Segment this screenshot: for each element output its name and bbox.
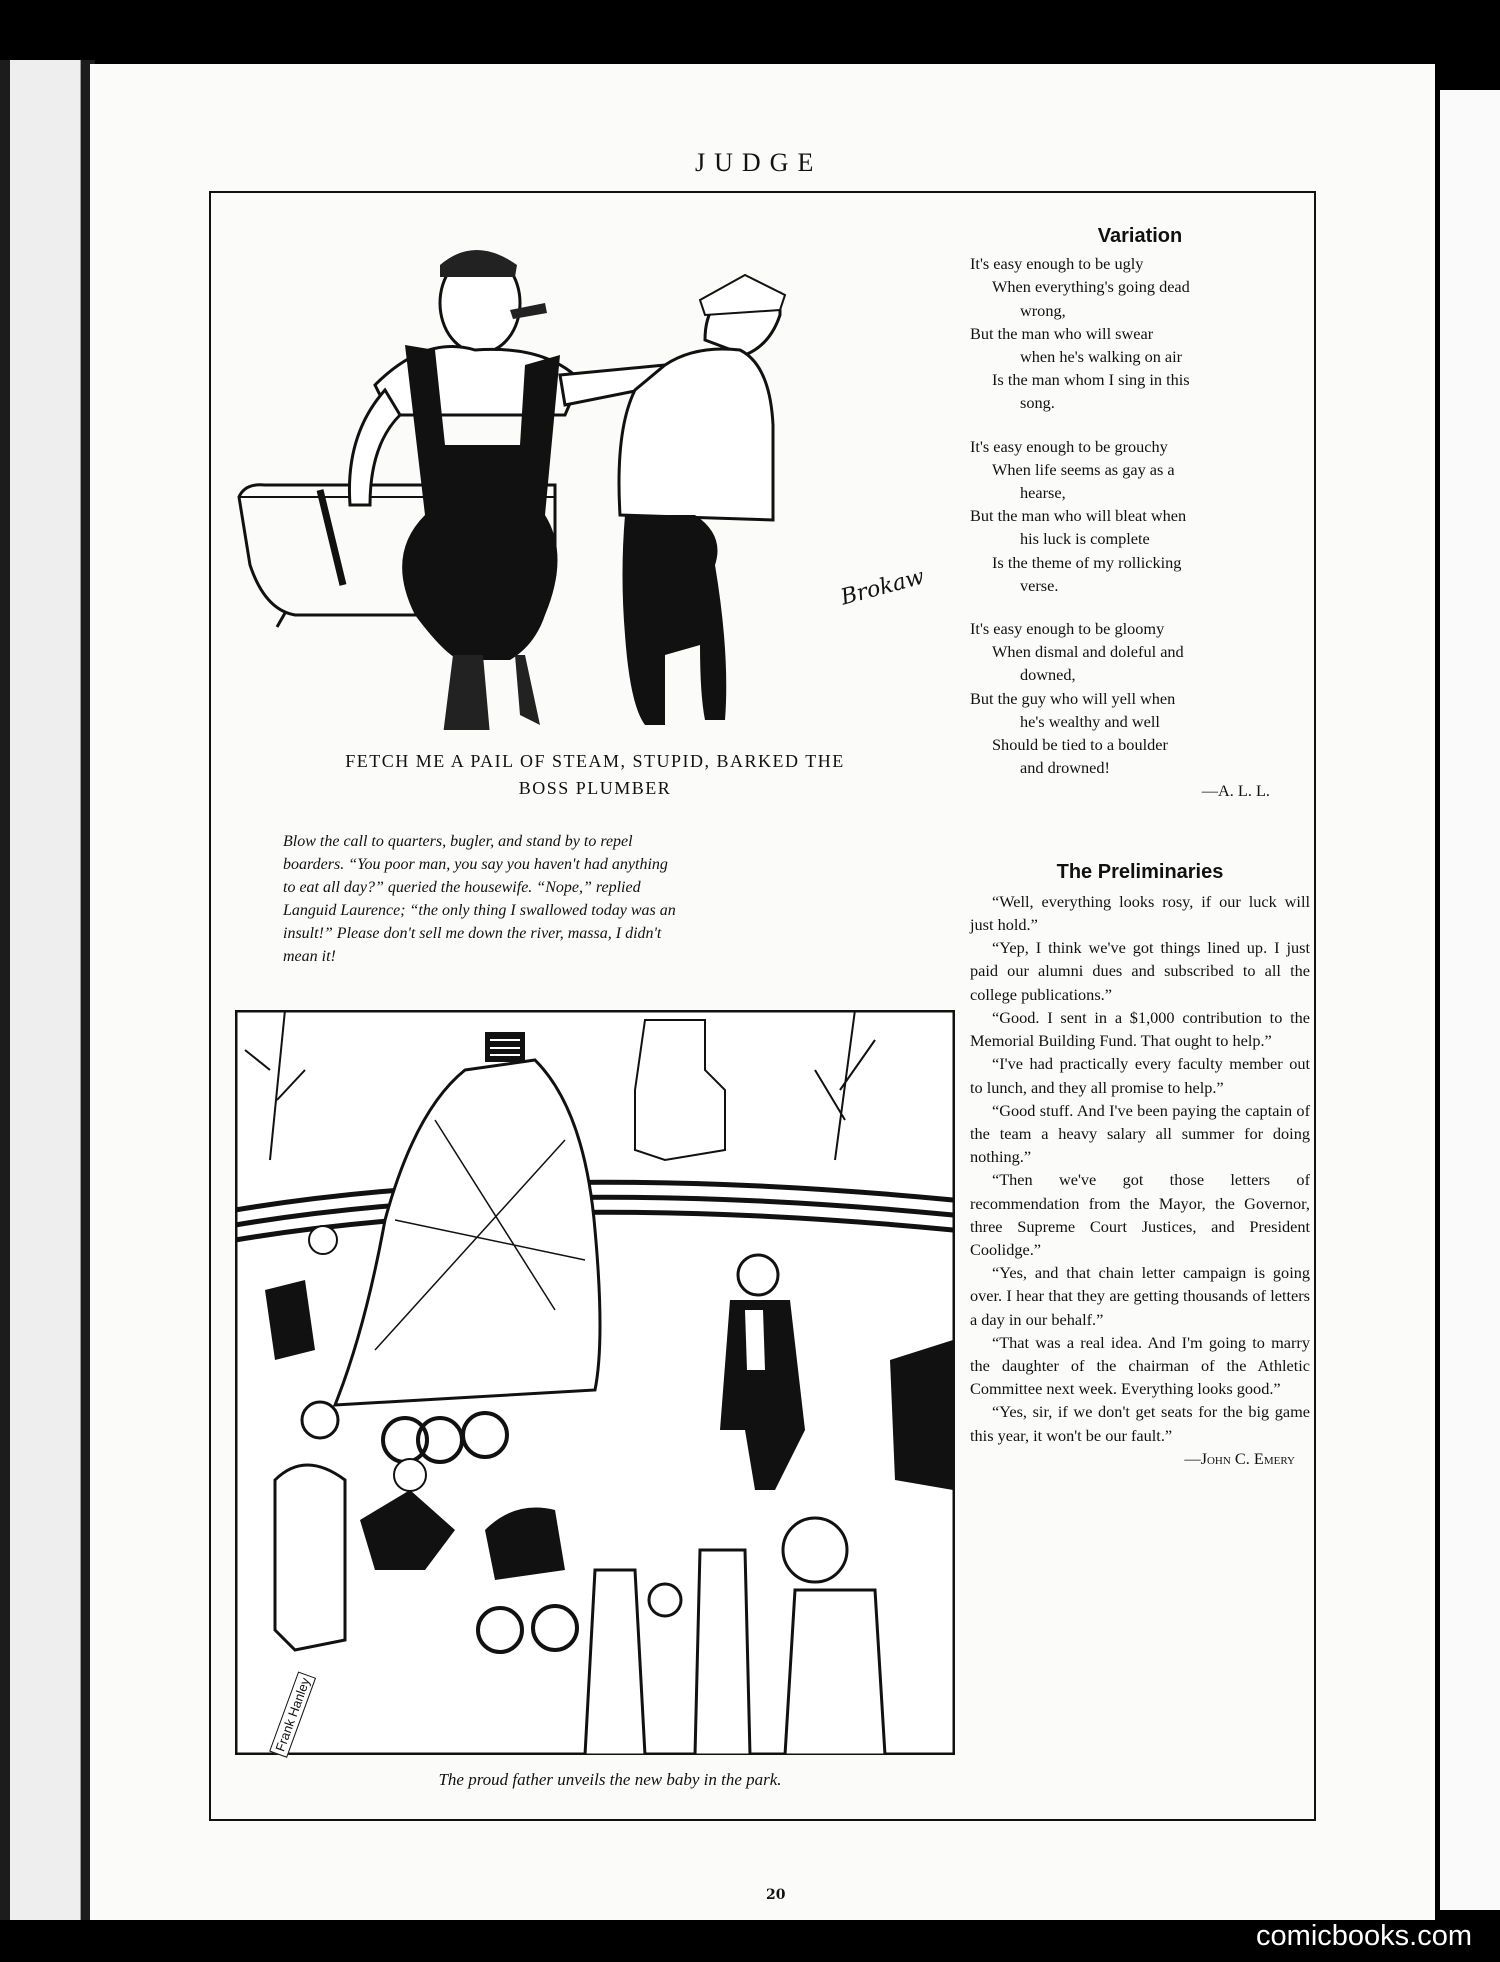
- story-paragraph: “Yep, I think we've got things lined up. I just paid our alumni dues and subscribed to all the college publications.”: [970, 938, 1310, 1004]
- poem-stanza: It's easy enough to be ugly When everything's going dead wrong, But the man who will swear when he's walking on air Is the man whom I sing in this song.: [970, 254, 1190, 413]
- story-paragraph: “Then we've got those letters of recommendation from the Mayor, the Governor, three Supreme Court Justices, and President Coolidge.”: [970, 1170, 1310, 1259]
- story-paragraph: “I've had practically every faculty member out to lunch, and they all promise to help.”: [970, 1054, 1310, 1097]
- next-page-edge: [1440, 90, 1500, 1910]
- poem-body: [970, 252, 1310, 802]
- story-paragraph: “Well, everything looks rosy, if our luck will just hold.”: [970, 891, 1310, 935]
- watermark: comicbooks.com: [1256, 1920, 1472, 1952]
- story-paragraph: “Yes, and that chain letter campaign is going over. I hear that they are getting thousands of letters a day in our behalf.”: [970, 1263, 1310, 1329]
- top-cartoon-caption: FETCH ME A PAIL OF STEAM, STUPID, BARKED THE BOSS PLUMBER: [345, 751, 845, 798]
- jokes-paragraph: Blow the call to quarters, bugler, and stand by to repel boarders. “You poor man, you say you haven't had anything to eat all day?” queried the housewife. “Nope,” replied Languid Laurence; “the only thing I swallowed today was an insult!” Please don't sell me down the river, massa, I didn't mean it!: [283, 833, 676, 965]
- story-author: —John C. Emery: [1184, 1448, 1295, 1468]
- story-body: [970, 890, 1310, 1470]
- book-page-edges: [0, 60, 95, 1920]
- right-column: [970, 225, 1310, 1470]
- story-paragraph: “Good. I sent in a $1,000 contribution to the Memorial Building Fund. That ought to help.”: [970, 1007, 1310, 1051]
- story-paragraph: “Yes, sir, if we don't get seats for the big game this year, it won't be our fault.”: [970, 1402, 1310, 1445]
- poem-stanza: It's easy enough to be gloomy When dismal and doleful and downed, But the guy who will yell when he's wealthy and well Should be tied to a boulder and drowned!: [970, 619, 1184, 778]
- park-cartoon: [235, 1010, 955, 1755]
- page-number: 20: [766, 1887, 786, 1903]
- bottom-cartoon-signature: Frank Hanley: [269, 1671, 316, 1758]
- bottom-cartoon-caption: The proud father unveils the new baby in the park.: [438, 1770, 782, 1789]
- poem-title: Variation: [1097, 225, 1183, 247]
- plumber-cartoon: [225, 215, 965, 730]
- story-paragraph: “Good stuff. And I've been paying the captain of the team a heavy salary all summer for doing nothing.”: [970, 1100, 1310, 1167]
- top-cartoon-signature: Brokaw: [838, 564, 928, 611]
- running-head: JUDGE: [695, 148, 823, 177]
- poem-author: —A. L. L.: [1201, 781, 1270, 801]
- poem-stanza: It's easy enough to be grouchy When life seems as gay as a hearse, But the man who will bleat when his luck is complete Is the theme of my rollicking verse.: [970, 436, 1187, 595]
- story-title: The Preliminaries: [1056, 860, 1224, 883]
- story-paragraph: “That was a real idea. And I'm going to marry the daughter of the chairman of the Athletic Committee next week. Everything looks good.”: [970, 1332, 1310, 1399]
